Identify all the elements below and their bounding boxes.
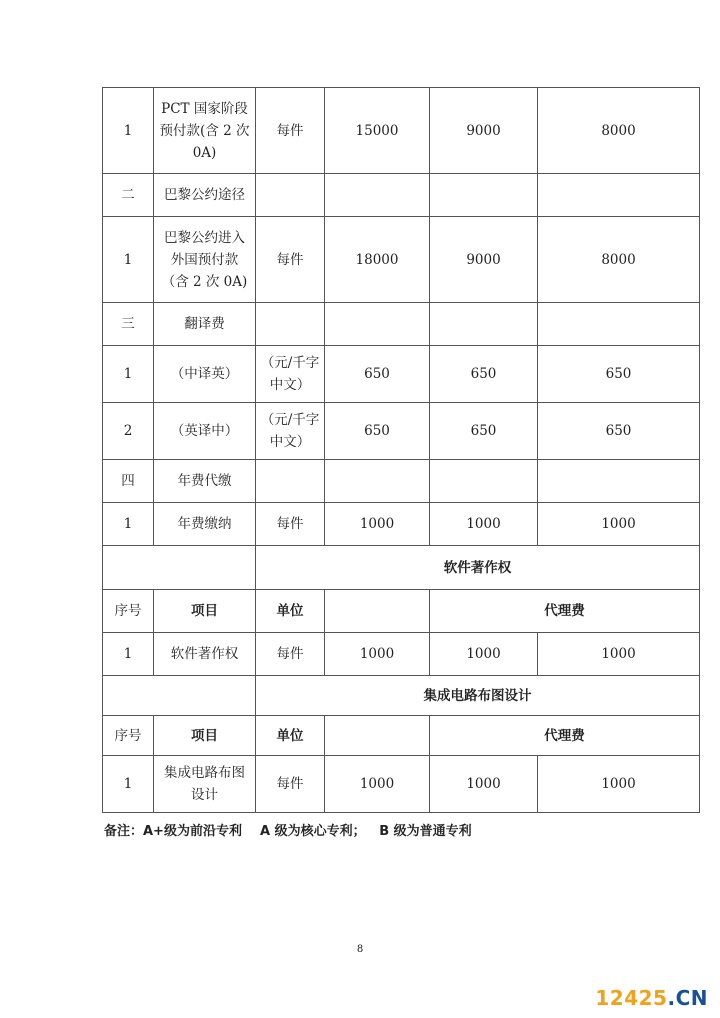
- cell-seq: 三: [103, 303, 154, 346]
- cell-fee-a: [430, 174, 538, 217]
- cell-unit: 每件: [256, 217, 325, 303]
- blank-cell: [103, 676, 256, 716]
- header-blank: [325, 716, 430, 756]
- table-row: [103, 217, 700, 303]
- cell-fee-a-plus: 18000: [325, 217, 430, 303]
- header-item: 项目: [154, 590, 256, 633]
- cell-seq: 1: [103, 346, 154, 403]
- table-row: [103, 346, 700, 403]
- cell-fee-b: 1000: [538, 756, 700, 813]
- cell-fee-b: 650: [538, 403, 700, 460]
- cell-unit: 每件: [256, 88, 325, 174]
- cell-seq: 1: [103, 503, 154, 546]
- section-title-row: [103, 546, 700, 590]
- cell-fee-b: 1000: [538, 633, 700, 676]
- cell-item: 集成电路布图设计: [154, 756, 256, 813]
- watermark-digits: 12425: [595, 986, 668, 1010]
- cell-unit: （元/千字中文）: [256, 346, 325, 403]
- cell-fee-a-plus: 15000: [325, 88, 430, 174]
- cell-fee-a-plus: 1000: [325, 503, 430, 546]
- cell-fee-a: 1000: [430, 503, 538, 546]
- table-row: [103, 403, 700, 460]
- page-number: 8: [356, 944, 364, 955]
- header-fee: 代理费: [430, 590, 700, 633]
- cell-fee-b: [538, 460, 700, 503]
- cell-item: 翻译费: [154, 303, 256, 346]
- cell-fee-a-plus: [325, 460, 430, 503]
- section-row: [103, 460, 700, 503]
- cell-fee-b: [538, 303, 700, 346]
- table-row: [103, 503, 700, 546]
- cell-fee-a-plus: [325, 303, 430, 346]
- cell-item: PCT 国家阶段预付款(含 2 次 0A): [154, 88, 256, 174]
- header-seq: 序号: [103, 590, 154, 633]
- cell-seq: 1: [103, 88, 154, 174]
- cell-unit: [256, 303, 325, 346]
- cell-seq: 二: [103, 174, 154, 217]
- header-fee: 代理费: [430, 716, 700, 756]
- cell-item: （英译中）: [154, 403, 256, 460]
- cell-unit: 每件: [256, 756, 325, 813]
- cell-fee-a: 9000: [430, 88, 538, 174]
- cell-seq: 1: [103, 756, 154, 813]
- table-row: [103, 633, 700, 676]
- cell-fee-a: 1000: [430, 633, 538, 676]
- table-row: [103, 756, 700, 813]
- header-unit: 单位: [256, 590, 325, 633]
- cell-item: 巴黎公约进入外国预付款（含 2 次 0A): [154, 217, 256, 303]
- cell-fee-b: 8000: [538, 88, 700, 174]
- cell-fee-b: 1000: [538, 503, 700, 546]
- cell-unit: 每件: [256, 503, 325, 546]
- section-title-software: 软件著作权: [256, 546, 700, 590]
- header-blank: [325, 590, 430, 633]
- cell-item: 巴黎公约途径: [154, 174, 256, 217]
- cell-fee-a-plus: 1000: [325, 756, 430, 813]
- section-title-row: [103, 676, 700, 716]
- table-row: [103, 88, 700, 174]
- section-row: [103, 174, 700, 217]
- header-item: 项目: [154, 716, 256, 756]
- section-title-ic: 集成电路布图设计: [256, 676, 700, 716]
- cell-fee-a: 650: [430, 403, 538, 460]
- cell-unit: [256, 174, 325, 217]
- header-seq: 序号: [103, 716, 154, 756]
- header-row: [103, 590, 700, 633]
- cell-seq: 1: [103, 217, 154, 303]
- cell-unit: [256, 460, 325, 503]
- blank-cell: [103, 546, 256, 590]
- cell-fee-b: 650: [538, 346, 700, 403]
- cell-item: 年费代缴: [154, 460, 256, 503]
- fee-table: [102, 87, 700, 813]
- cell-fee-a: 1000: [430, 756, 538, 813]
- cell-fee-b: 8000: [538, 217, 700, 303]
- cell-item: 软件著作权: [154, 633, 256, 676]
- cell-fee-a: 9000: [430, 217, 538, 303]
- cell-fee-a-plus: [325, 174, 430, 217]
- cell-seq: 四: [103, 460, 154, 503]
- cell-item: （中译英）: [154, 346, 256, 403]
- cell-fee-b: [538, 174, 700, 217]
- footnote: 备注：A+级为前沿专利 A 级为核心专利； B 级为普通专利: [104, 824, 472, 839]
- cell-fee-a-plus: 650: [325, 403, 430, 460]
- header-unit: 单位: [256, 716, 325, 756]
- cell-item: 年费缴纳: [154, 503, 256, 546]
- cell-unit: （元/千字中文）: [256, 403, 325, 460]
- cell-unit: 每件: [256, 633, 325, 676]
- watermark-tld: .CN: [667, 986, 708, 1010]
- header-row: [103, 716, 700, 756]
- cell-fee-a: [430, 460, 538, 503]
- site-watermark-logo: [595, 986, 708, 1010]
- cell-fee-a-plus: 650: [325, 346, 430, 403]
- cell-seq: 1: [103, 633, 154, 676]
- cell-fee-a: [430, 303, 538, 346]
- cell-fee-a: 650: [430, 346, 538, 403]
- section-row: [103, 303, 700, 346]
- cell-fee-a-plus: 1000: [325, 633, 430, 676]
- cell-seq: 2: [103, 403, 154, 460]
